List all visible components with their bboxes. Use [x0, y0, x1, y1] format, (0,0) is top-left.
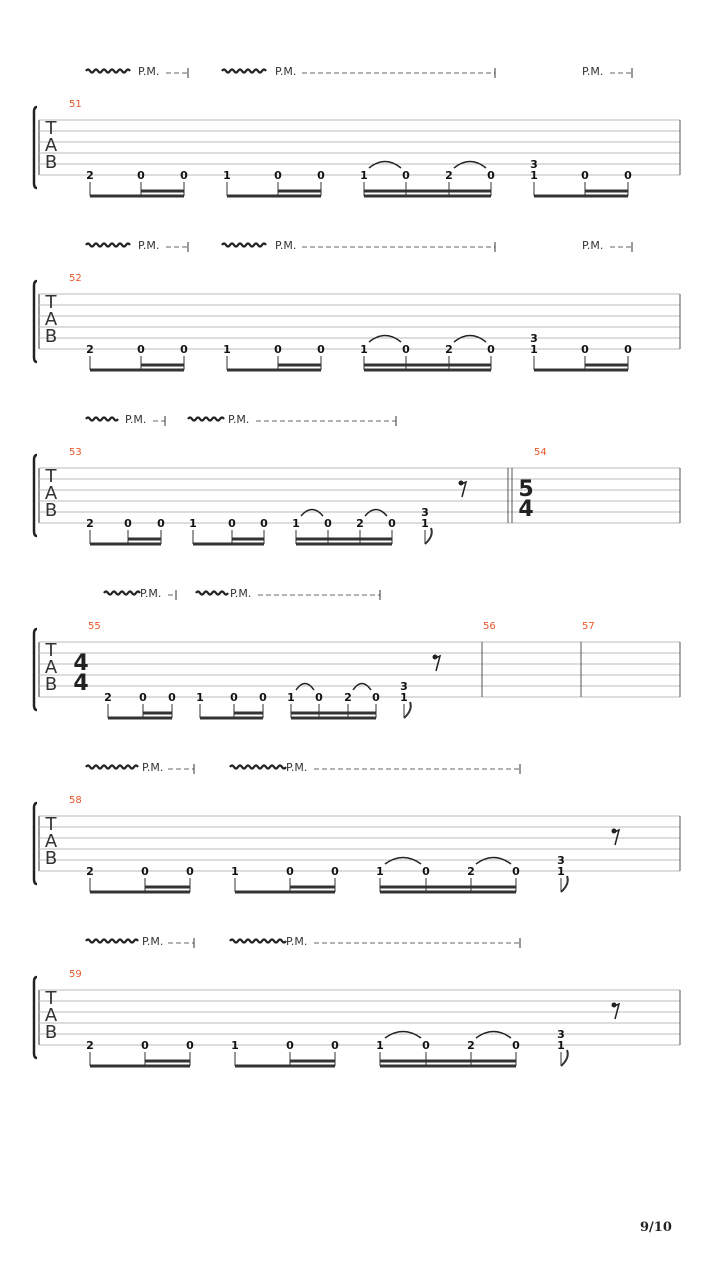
fret-number: 0	[259, 691, 267, 704]
slur	[296, 684, 314, 691]
wavy-vibrato	[230, 940, 286, 943]
fret-number: 2	[86, 865, 94, 878]
fret-number: 1	[231, 1039, 239, 1052]
fret-number: 3	[530, 158, 538, 171]
wavy-vibrato	[196, 592, 228, 595]
tab-clef-letter: B	[44, 674, 58, 695]
slur	[365, 510, 387, 517]
tab-clef-letter: A	[44, 309, 58, 330]
palm-mute-label: P.M.	[230, 587, 252, 600]
time-signature-top: 5	[518, 477, 534, 502]
tab-clef-letter: A	[44, 831, 58, 852]
fret-number: 0	[331, 865, 339, 878]
fret-number: 2	[86, 343, 94, 356]
note-flag	[404, 702, 411, 718]
palm-mute-label: P.M.	[138, 65, 160, 78]
tab-clef-letter: B	[44, 500, 58, 521]
tab-clef-letter: A	[44, 1005, 58, 1026]
slur	[476, 1032, 511, 1039]
fret-number: 0	[315, 691, 323, 704]
tab-clef-letter: B	[44, 848, 58, 869]
bar-number: 57	[582, 621, 595, 632]
slur	[476, 858, 511, 865]
fret-number: 0	[487, 169, 495, 182]
fret-number: 3	[557, 1028, 565, 1041]
fret-number: 1	[376, 1039, 384, 1052]
system-bracket	[34, 629, 37, 710]
fret-number: 0	[168, 691, 176, 704]
fret-number: 2	[86, 1039, 94, 1052]
fret-number: 2	[344, 691, 352, 704]
fret-number: 2	[104, 691, 112, 704]
wavy-vibrato	[86, 766, 138, 769]
palm-mute-label: P.M.	[228, 413, 250, 426]
wavy-vibrato	[86, 244, 130, 247]
fret-number: 1	[376, 865, 384, 878]
wavy-vibrato	[86, 70, 130, 73]
slur	[385, 858, 421, 865]
bar-number: 59	[69, 969, 82, 980]
tab-clef-letter: T	[45, 988, 57, 1009]
palm-mute-label: P.M.	[142, 935, 164, 948]
wavy-vibrato	[104, 592, 140, 595]
fret-number: 0	[402, 343, 410, 356]
tab-system	[34, 413, 680, 544]
fret-number: 0	[180, 343, 188, 356]
fret-number: 1	[231, 865, 239, 878]
fret-number: 0	[388, 517, 396, 530]
tab-system	[34, 65, 680, 196]
wavy-vibrato	[230, 766, 286, 769]
fret-number: 0	[487, 343, 495, 356]
fret-number: 0	[137, 343, 145, 356]
fret-number: 2	[445, 343, 453, 356]
fret-number: 0	[402, 169, 410, 182]
fret-number: 0	[141, 865, 149, 878]
fret-number: 1	[421, 517, 429, 530]
fret-number: 3	[400, 680, 408, 693]
wavy-vibrato	[222, 244, 266, 247]
wavy-vibrato	[188, 418, 224, 421]
fret-number: 0	[372, 691, 380, 704]
fret-number: 0	[186, 1039, 194, 1052]
fret-number: 1	[189, 517, 197, 530]
fret-number: 0	[317, 343, 325, 356]
slur	[454, 336, 486, 343]
system-bracket	[34, 281, 37, 362]
fret-number: 0	[124, 517, 132, 530]
fret-number: 1	[223, 343, 231, 356]
fret-number: 2	[445, 169, 453, 182]
slur	[353, 684, 371, 691]
note-flag	[561, 876, 568, 892]
fret-number: 1	[287, 691, 295, 704]
palm-mute-label: P.M.	[286, 935, 308, 948]
fret-number: 0	[260, 517, 268, 530]
fret-number: 0	[141, 1039, 149, 1052]
system-bracket	[34, 803, 37, 884]
fret-number: 2	[86, 169, 94, 182]
wavy-vibrato	[86, 940, 138, 943]
fret-number: 0	[317, 169, 325, 182]
bar-number: 58	[69, 795, 82, 806]
fret-number: 1	[557, 1039, 565, 1052]
tab-system	[34, 239, 680, 370]
palm-mute-label: P.M.	[275, 239, 297, 252]
fret-number: 2	[86, 517, 94, 530]
tab-clef-letter: B	[44, 152, 58, 173]
fret-number: 0	[581, 169, 589, 182]
slur	[369, 336, 401, 343]
fret-number: 0	[324, 517, 332, 530]
tab-system	[34, 761, 680, 892]
palm-mute-label: P.M.	[140, 587, 162, 600]
wavy-vibrato	[222, 70, 266, 73]
tab-clef-letter: T	[45, 814, 57, 835]
fret-number: 0	[157, 517, 165, 530]
tab-clef-letter: T	[45, 292, 57, 313]
fret-number: 0	[512, 1039, 520, 1052]
fret-number: 2	[467, 865, 475, 878]
tab-clef-letter: B	[44, 326, 58, 347]
fret-number: 0	[422, 865, 430, 878]
bar-number: 52	[69, 273, 82, 284]
palm-mute-label: P.M.	[142, 761, 164, 774]
slur	[301, 510, 323, 517]
fret-number: 0	[139, 691, 147, 704]
fret-number: 0	[274, 343, 282, 356]
tab-clef-letter: A	[44, 483, 58, 504]
fret-number: 1	[360, 343, 368, 356]
palm-mute-label: P.M.	[582, 239, 604, 252]
time-signature-bottom: 4	[518, 497, 534, 522]
tab-clef-letter: T	[45, 118, 57, 139]
tab-system	[34, 935, 680, 1066]
fret-number: 3	[557, 854, 565, 867]
tab-clef-letter: A	[44, 657, 58, 678]
fret-number: 0	[331, 1039, 339, 1052]
tab-clef-letter: A	[44, 135, 58, 156]
fret-number: 0	[624, 169, 632, 182]
palm-mute-label: P.M.	[582, 65, 604, 78]
fret-number: 0	[186, 865, 194, 878]
fret-number: 1	[400, 691, 408, 704]
palm-mute-label: P.M.	[125, 413, 147, 426]
palm-mute-label: P.M.	[275, 65, 297, 78]
time-signature-bottom: 4	[73, 671, 89, 696]
system-bracket	[34, 107, 37, 188]
fret-number: 1	[292, 517, 300, 530]
fret-number: 0	[180, 169, 188, 182]
palm-mute-label: P.M.	[286, 761, 308, 774]
fret-number: 0	[230, 691, 238, 704]
fret-number: 0	[512, 865, 520, 878]
slur	[385, 1032, 421, 1039]
fret-number: 1	[530, 343, 538, 356]
time-signature-top: 4	[73, 651, 89, 676]
fret-number: 1	[530, 169, 538, 182]
fret-number: 3	[530, 332, 538, 345]
fret-number: 1	[223, 169, 231, 182]
fret-number: 1	[196, 691, 204, 704]
note-flag	[425, 528, 432, 544]
fret-number: 2	[356, 517, 364, 530]
tab-clef-letter: B	[44, 1022, 58, 1043]
tab-system	[34, 587, 680, 718]
wavy-vibrato	[86, 418, 118, 421]
fret-number: 0	[137, 169, 145, 182]
bar-number: 51	[69, 99, 82, 110]
bar-number: 53	[69, 447, 82, 458]
tab-clef-letter: T	[45, 466, 57, 487]
bar-number: 55	[88, 621, 101, 632]
fret-number: 1	[557, 865, 565, 878]
fret-number: 1	[360, 169, 368, 182]
fret-number: 0	[286, 1039, 294, 1052]
palm-mute-label: P.M.	[138, 239, 160, 252]
system-bracket	[34, 455, 37, 536]
fret-number: 0	[581, 343, 589, 356]
bar-number: 54	[534, 447, 547, 458]
fret-number: 0	[228, 517, 236, 530]
fret-number: 2	[467, 1039, 475, 1052]
system-bracket	[34, 977, 37, 1058]
fret-number: 0	[286, 865, 294, 878]
note-flag	[561, 1050, 568, 1066]
fret-number: 0	[422, 1039, 430, 1052]
bar-number: 56	[483, 621, 496, 632]
slur	[454, 162, 486, 169]
tab-clef-letter: T	[45, 640, 57, 661]
page-number: 9/10	[640, 1220, 672, 1235]
slur	[369, 162, 401, 169]
fret-number: 0	[624, 343, 632, 356]
fret-number: 3	[421, 506, 429, 519]
fret-number: 0	[274, 169, 282, 182]
